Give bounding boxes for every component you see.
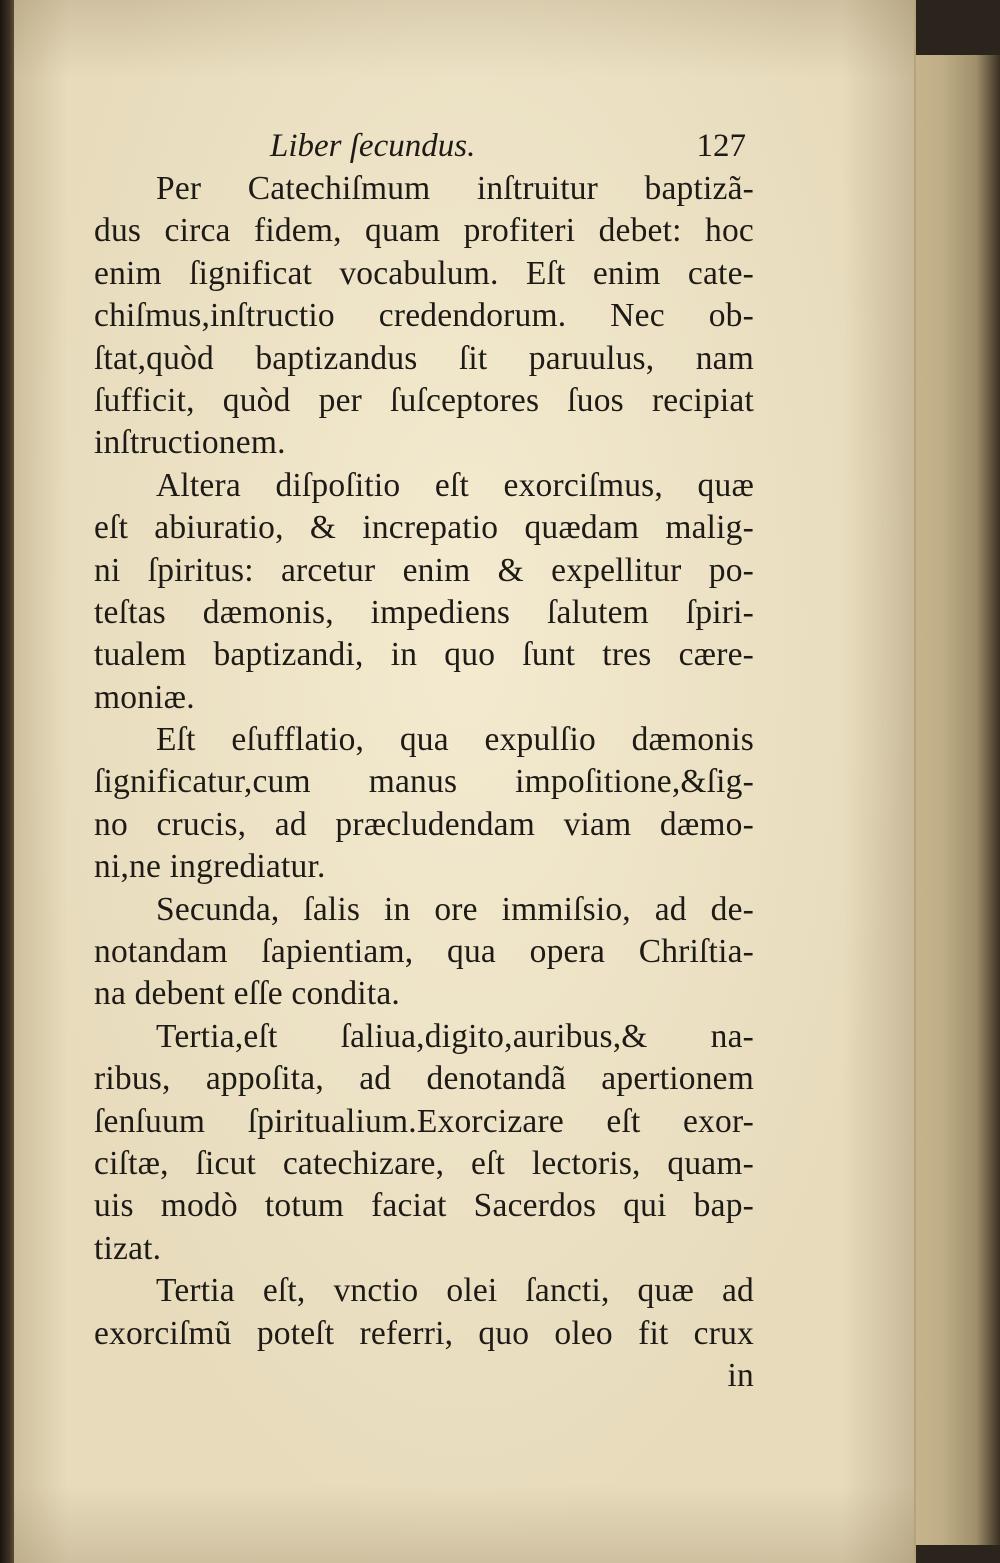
text-line: no crucis, ad præcludendam viam dæmo- [94,805,754,843]
text-line: Altera diſpoſitio eſt exorciſmus, quæ [156,466,754,504]
catchword: in [727,1356,754,1394]
text-line: moniæ. [94,678,195,716]
text-line: Secunda, ſalis in ore immiſsio, ad de- [156,890,754,928]
running-title: Liber ſecundus. [270,128,476,164]
text-line: Eſt eſufflatio, qua expulſio dæmonis [156,721,754,759]
text-line: ciſtæ, ſicut catechizare, eſt lectoris, quam- [94,1144,754,1182]
text-line: inſtructionem. [94,424,286,462]
text-line: ribus, appoſita, ad denotandã apertionem [94,1060,754,1098]
text-line: enim ſignificat vocabulum. Eſt enim cate- [94,254,754,292]
text-line: chiſmus,inſtructio credendorum. Nec ob- [94,297,754,335]
text-line: notandam ſapientiam, qua opera Chriſtia- [94,933,754,971]
text-line: ſignificatur,cum manus impoſitione,&ſig- [94,763,754,801]
text-line: Tertia,eſt ſaliua,digito,auribus,& na- [156,1017,754,1055]
text-line: ſenſuum ſpiritualium.Exorcizare eſt exor- [94,1102,754,1140]
text-line: ni,ne ingrediatur. [94,848,326,886]
text-line: eſt abiuratio, & increpatio quædam malig- [94,509,754,547]
page-header [94,122,754,168]
text-line: uis modò totum faciat Sacerdos qui bap- [94,1187,754,1225]
text-line: Tertia eſt, vnctio olei ſancti, quæ ad [156,1272,754,1310]
text-line: tizat. [94,1229,162,1267]
text-line: exorciſmũ poteſt referri, quo oleo fit crux [94,1314,754,1352]
page-number: 127 [696,128,746,164]
text-line: na debent eſſe condita. [94,975,400,1013]
text-line: dus circa fidem, quam profiteri debet: hoc [94,212,754,250]
page-text-block [94,122,754,1397]
book-page [14,0,916,1563]
text-line: tualem baptizandi, in quo ſunt tres cære- [94,636,754,674]
text-line: ſtat,quòd baptizandus ſit paruulus, nam [94,339,754,377]
text-line: ſufficit, quòd per ſuſceptores ſuos recipiat [94,381,754,419]
text-line: ni ſpiritus: arcetur enim & expellitur po- [94,551,754,589]
text-line: Per Catechiſmum inſtruitur baptizã- [156,170,754,207]
text-line: teſtas dæmonis, impediens ſalutem ſpiri- [94,593,754,631]
